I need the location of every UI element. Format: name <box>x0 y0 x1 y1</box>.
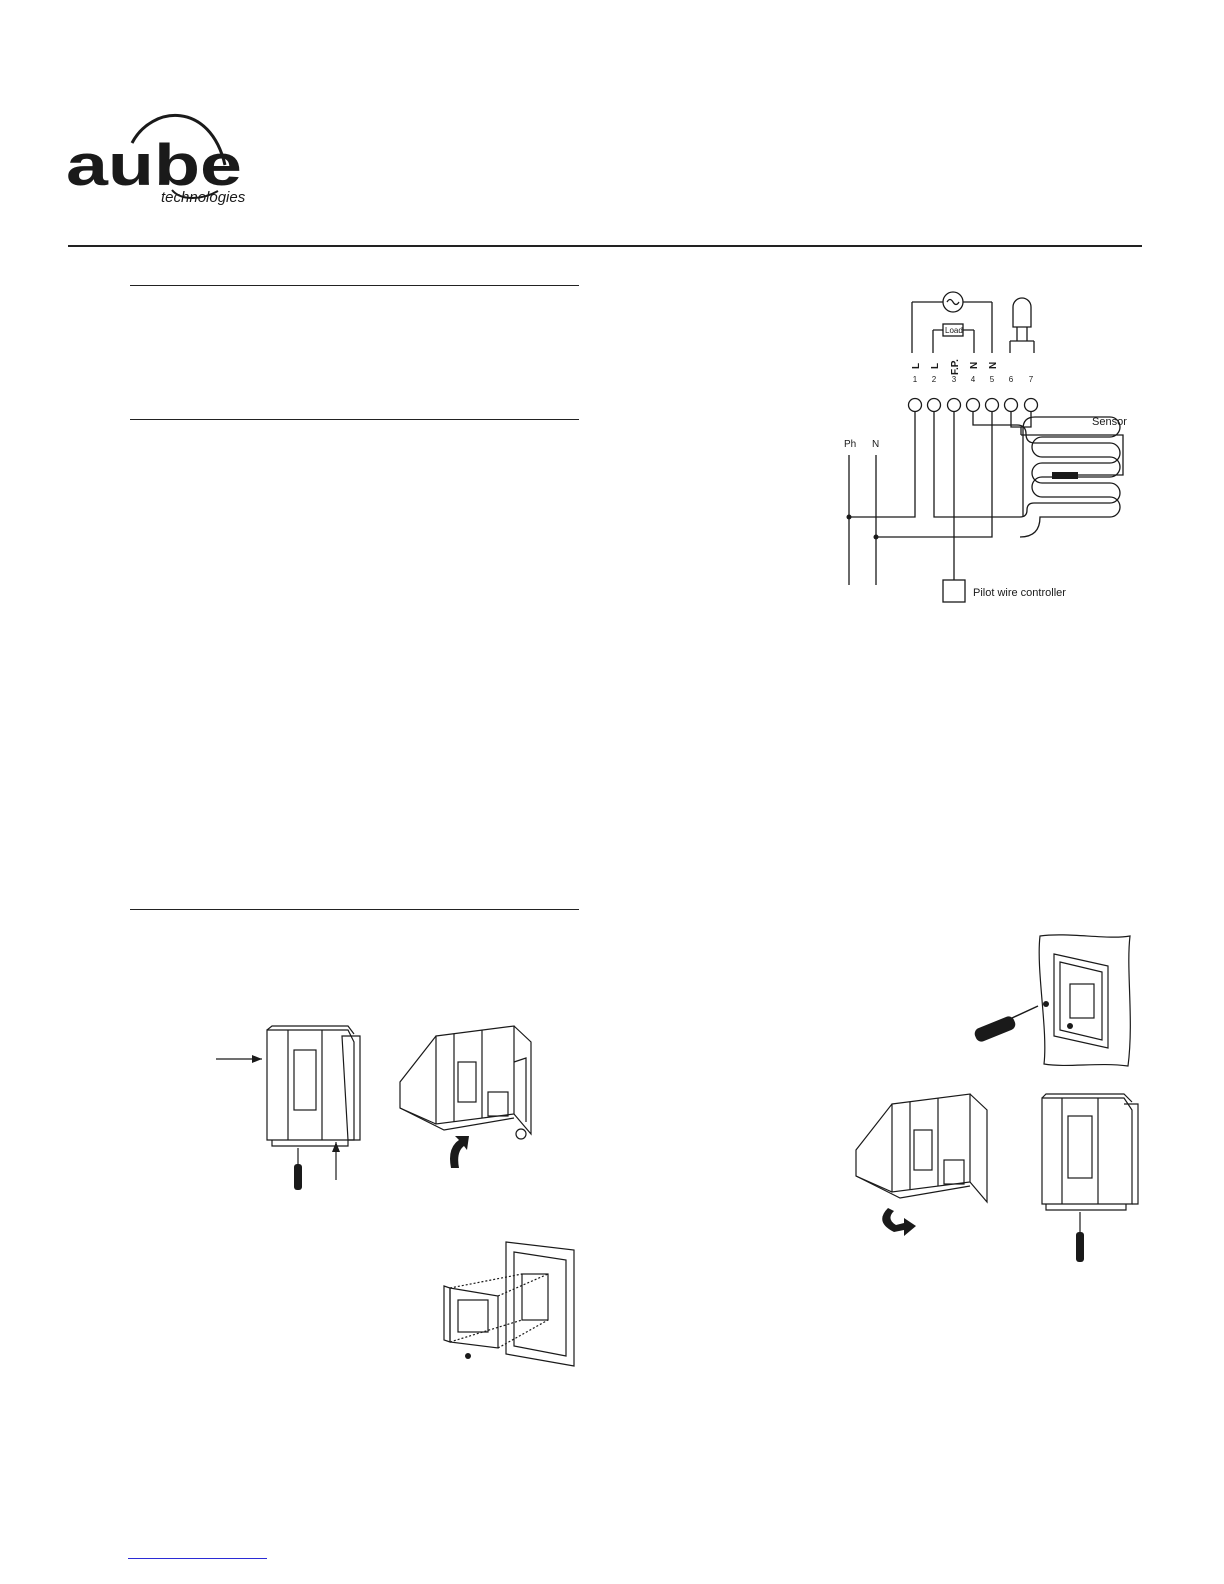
terminal-number-2: 2 <box>931 375 937 384</box>
lamp-symbol <box>1013 298 1031 327</box>
terminal-label-4: N <box>969 361 980 369</box>
pilot-controller-box <box>943 580 965 602</box>
terminal-3 <box>948 399 961 412</box>
curved-arrow-icon <box>882 1208 916 1236</box>
terminal-number-5: 5 <box>989 375 995 384</box>
thermostat-close-illustration <box>852 1090 1002 1242</box>
screwdriver-icon <box>973 1006 1038 1043</box>
terminal-label-5: N <box>988 361 999 369</box>
terminal-number-6: 6 <box>1008 375 1014 384</box>
terminal-number-4: 4 <box>970 375 976 384</box>
screwdriver-handle <box>1076 1232 1084 1262</box>
terminal-2 <box>928 399 941 412</box>
terminal-1 <box>909 399 922 412</box>
logo-tagline: technologies <box>161 189 246 206</box>
link-rule <box>128 1558 267 1559</box>
terminal-number-1: 1 <box>912 375 918 384</box>
terminal-7 <box>1025 399 1038 412</box>
mounting-plate-illustration <box>436 1238 586 1372</box>
wall-outline <box>1039 935 1130 1066</box>
curved-arrow-icon <box>450 1136 469 1168</box>
sensor-element <box>1052 472 1078 479</box>
wiring-diagram <box>820 285 1140 610</box>
terminal-label-2: L <box>930 362 941 369</box>
thermostat-open-illustration <box>396 1022 556 1174</box>
load-label: Load <box>945 326 963 335</box>
terminal-label-3: F.P. <box>950 359 961 375</box>
sensor-label: Sensor <box>1092 416 1127 428</box>
neutral-label: N <box>872 439 880 450</box>
section-rule-1 <box>130 285 579 286</box>
header-rule <box>68 245 1142 247</box>
aube-logo <box>60 105 260 215</box>
terminal-5 <box>986 399 999 412</box>
screwdriver-icon <box>294 1148 302 1190</box>
terminal-number-3: 3 <box>951 375 957 384</box>
thermostat-front-illustration <box>210 1022 370 1194</box>
terminal-6 <box>1005 399 1018 412</box>
phase-label: Ph <box>844 439 857 450</box>
terminal-4 <box>967 399 980 412</box>
thermostat-closed-illustration <box>1028 1090 1148 1280</box>
section-rule-3 <box>130 909 579 910</box>
pilot-wire-label: Pilot wire controller <box>973 587 1066 599</box>
wall-mount-illustration <box>968 930 1138 1070</box>
section-rule-2 <box>130 419 579 420</box>
logo-wordmark: aube <box>66 133 242 198</box>
terminal-number-7: 7 <box>1028 375 1034 384</box>
terminal-label-1: L <box>911 362 922 369</box>
